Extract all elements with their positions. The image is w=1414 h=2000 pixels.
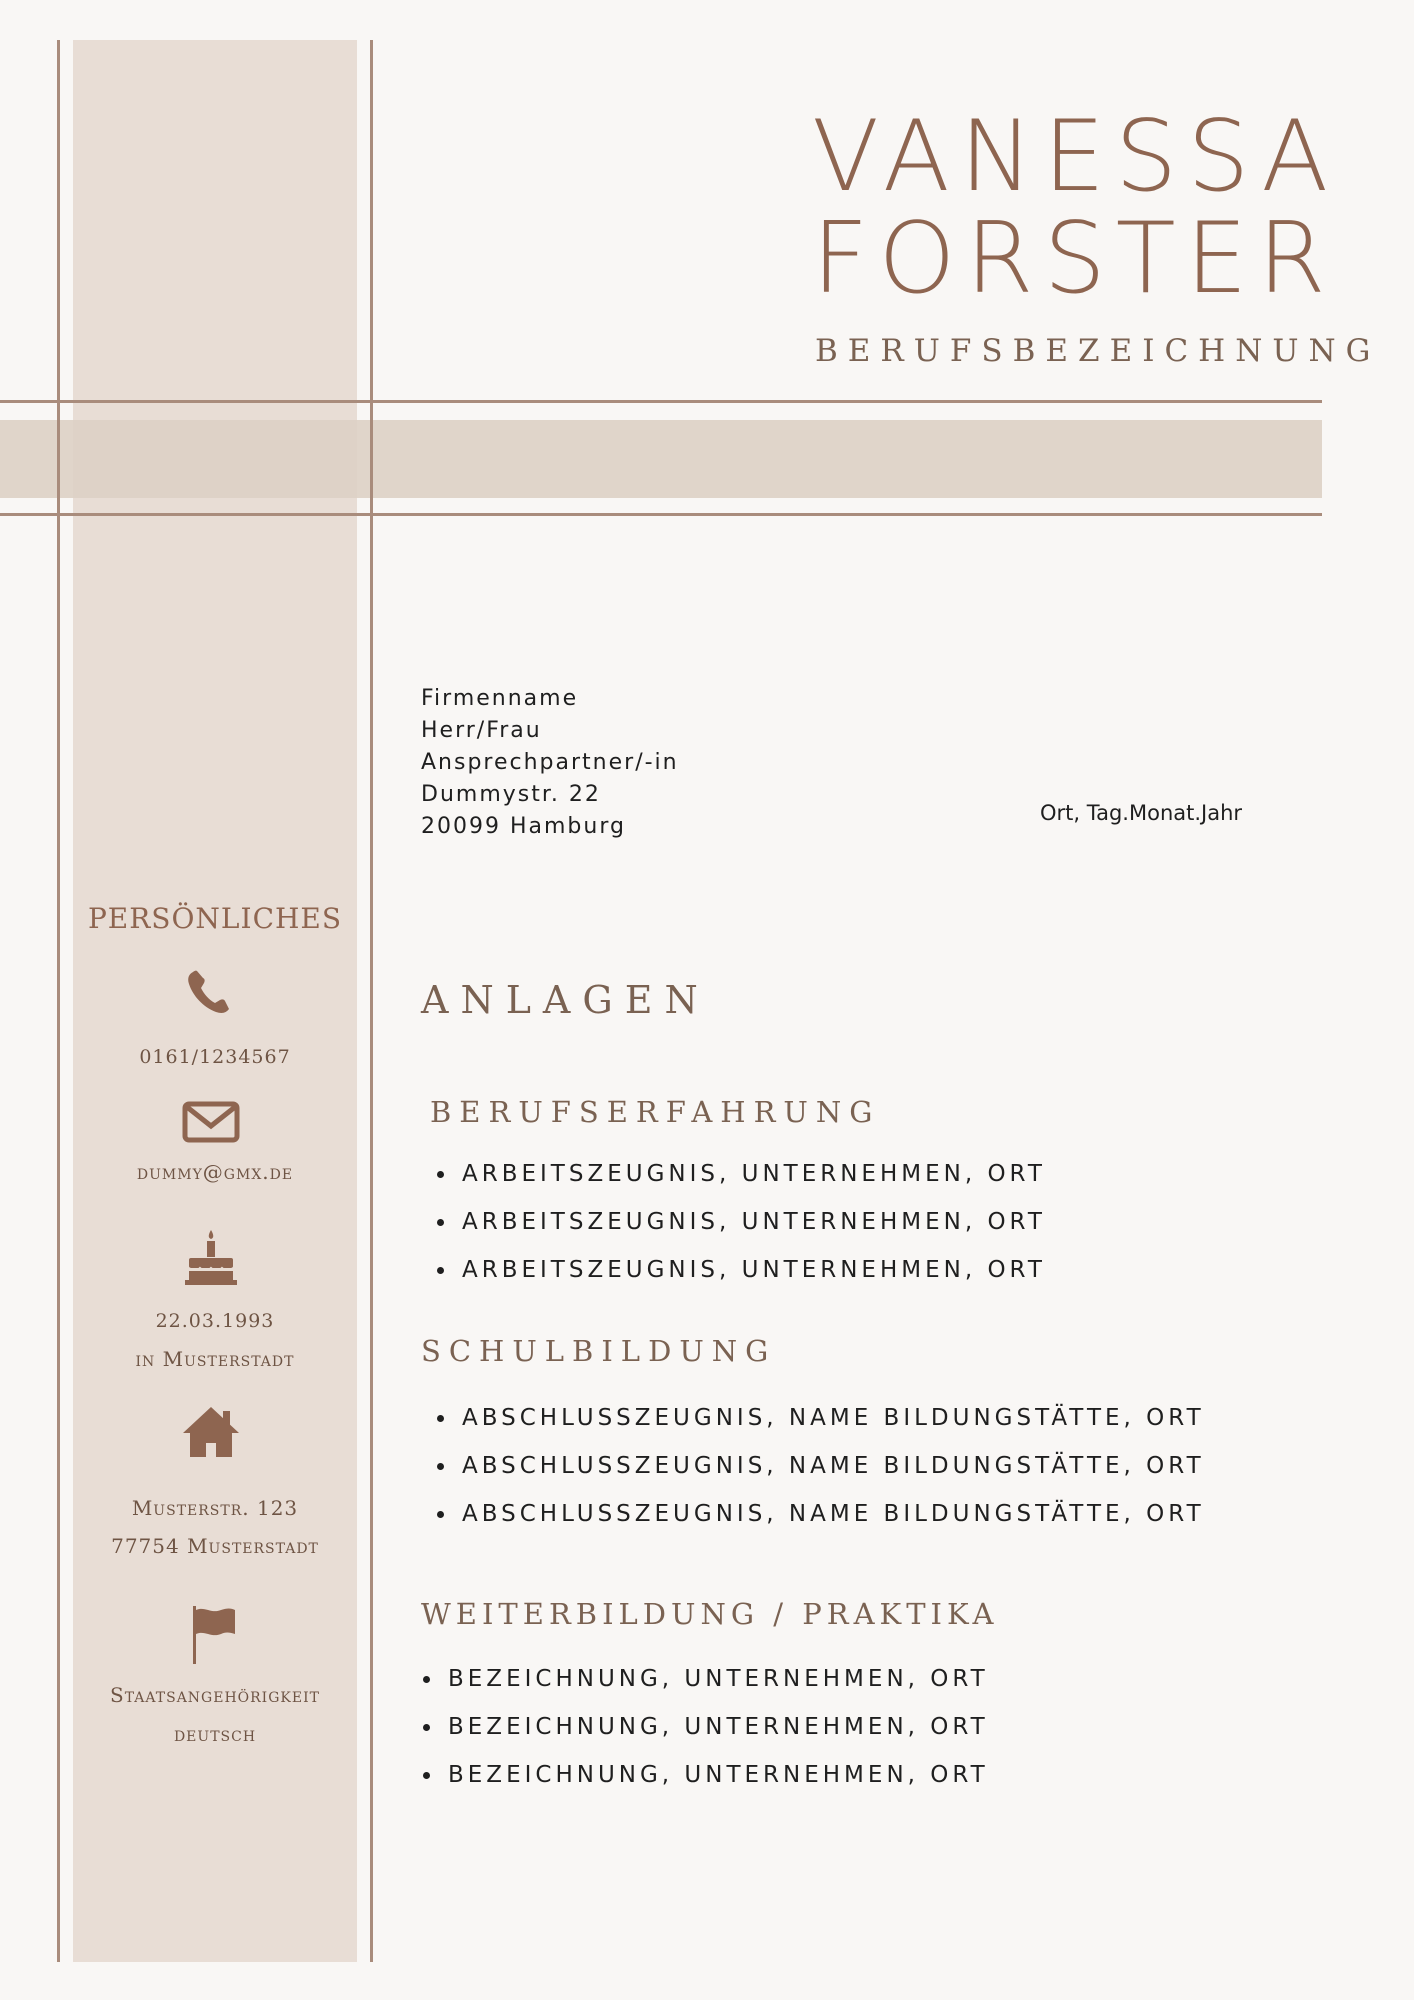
date-place: Ort, Tag.Monat.Jahr xyxy=(1040,801,1243,825)
job-title: BERUFSBEZEICHNUNG xyxy=(815,333,1381,369)
list-item: ARBEITSZEUGNIS, UNTERNEHMEN, ORT xyxy=(431,1246,1046,1294)
recipient-salutation: Herr/Frau xyxy=(421,718,542,743)
envelope-icon xyxy=(179,1092,243,1152)
recipient-company: Firmenname xyxy=(421,686,579,711)
list-item: ABSCHLUSSZEUGNIS, NAME BILDUNGSTÄTTE, ORT xyxy=(431,1394,1205,1442)
list-schulbildung xyxy=(431,1394,1205,1538)
list-item: ARBEITSZEUGNIS, UNTERNEHMEN, ORT xyxy=(431,1150,1046,1198)
home-street: Musterstr. 123 xyxy=(131,1496,299,1520)
phone-icon xyxy=(179,962,243,1022)
recipient-street: Dummystr. 22 xyxy=(421,782,601,807)
recipient-city: 20099 Hamburg xyxy=(421,814,626,839)
house-icon xyxy=(179,1403,243,1463)
birth-place: in Musterstadt xyxy=(135,1347,295,1371)
list-berufserfahrung xyxy=(431,1150,1046,1294)
cake-icon xyxy=(179,1228,243,1288)
frame-line-right xyxy=(370,40,373,1962)
list-item: ARBEITSZEUGNIS, UNTERNEHMEN, ORT xyxy=(431,1198,1046,1246)
email-address: dummy@gmx.de xyxy=(136,1160,294,1184)
list-item: BEZEICHNUNG, UNTERNEHMEN, ORT xyxy=(417,1703,989,1751)
birth-date: 22.03.1993 xyxy=(155,1310,275,1332)
list-weiterbildung xyxy=(417,1655,989,1799)
nationality-value: deutsch xyxy=(173,1722,257,1746)
personal-heading: PERSÖNLICHES xyxy=(87,902,343,935)
section-title-schulbildung: SCHULBILDUNG xyxy=(421,1334,777,1368)
flag-icon xyxy=(179,1604,243,1664)
recipient-contact: Ansprechpartner/-in xyxy=(421,750,679,775)
attachments-title: ANLAGEN xyxy=(421,978,710,1022)
section-title-weiterbildung: WEITERBILDUNG / PRAKTIKA xyxy=(421,1597,999,1631)
last-name: FORSTER xyxy=(812,202,1336,316)
list-item: BEZEICHNUNG, UNTERNEHMEN, ORT xyxy=(417,1751,989,1799)
list-item: ABSCHLUSSZEUGNIS, NAME BILDUNGSTÄTTE, ORT xyxy=(431,1490,1205,1538)
home-city: 77754 Musterstadt xyxy=(111,1534,319,1558)
frame-line-left xyxy=(57,40,60,1962)
list-item: ABSCHLUSSZEUGNIS, NAME BILDUNGSTÄTTE, ORT xyxy=(431,1442,1205,1490)
nationality-label: Staatsangehörigkeit xyxy=(110,1683,320,1707)
phone-number: 0161/1234567 xyxy=(139,1046,291,1068)
recipient-address xyxy=(421,683,679,843)
list-item: BEZEICHNUNG, UNTERNEHMEN, ORT xyxy=(417,1655,989,1703)
first-name: VANESSA xyxy=(812,100,1339,214)
frame-line-top xyxy=(0,400,1322,403)
frame-line-bottom xyxy=(0,513,1322,516)
section-title-berufserfahrung: BERUFSERFAHRUNG xyxy=(430,1095,881,1129)
header-band xyxy=(0,420,1322,498)
